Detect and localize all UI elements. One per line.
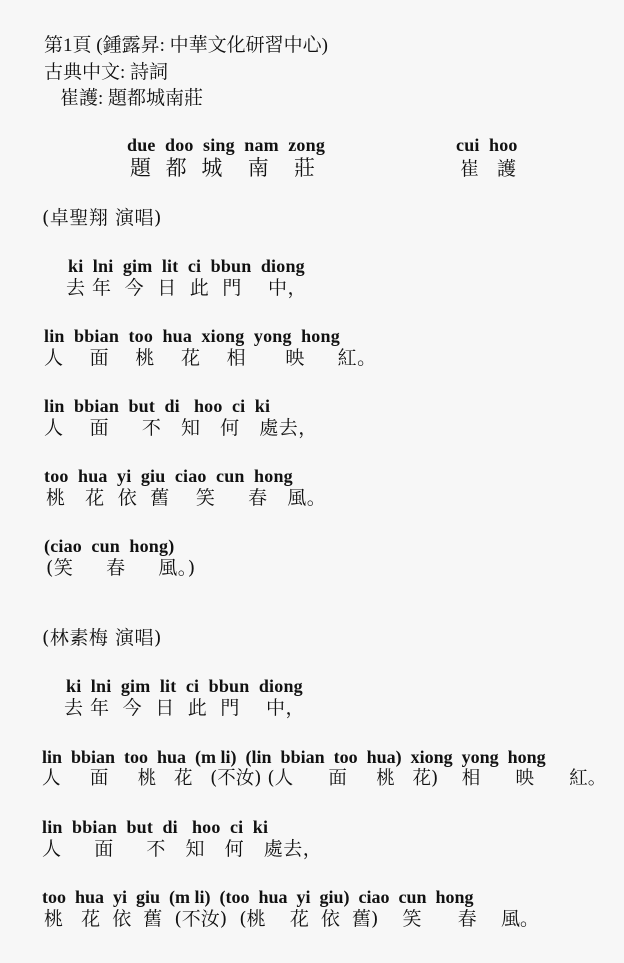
section1-line3-chinese: 人 面 不 知 何 處去， (44, 417, 318, 439)
section2-line4-romanization: too hua yi giu (m li) (too hua yi giu) ciao cun hong (42, 887, 474, 907)
header-line-page: 第1頁 (鍾露昇: 中華文化研習中心) (44, 35, 328, 56)
section2-singer: (林素梅 演唱) (42, 627, 162, 649)
section2-line1-chinese: 去 年 今 日 此 門 中， (64, 697, 306, 719)
section2-line2-chinese: 人 面 桃 花 (不汝) (人 面 桃 花) 相 映 紅。 (42, 768, 607, 789)
section2-line2-romanization: lin bbian too hua (m li) (lin bbian too hua) xiong yong hong (42, 747, 546, 767)
poem-title-chinese: 題 都 城 南 莊 (130, 156, 320, 180)
section1-line5-chinese: (笑 春 風。) (46, 557, 196, 579)
poet-chinese: 崔 護 (460, 158, 523, 180)
poet-romanization: cui hoo (456, 135, 518, 155)
section1-line4-romanization: too hua yi giu ciao cun hong (44, 466, 293, 486)
section1-line4-chinese: 桃 花 依 舊 笑 春 風。 (46, 487, 327, 509)
section1-line2-chinese: 人 面 桃 花 相 映 紅。 (44, 347, 377, 369)
section1-line1-chinese: 去 年 今 日 此 門 中， (66, 277, 308, 299)
header-line-poem: 崔護: 題都城南莊 (60, 88, 204, 109)
section2-line3-romanization: lin bbian but di hoo ci ki (42, 817, 269, 837)
section2-line1-romanization: ki lni gim lit ci bbun diong (66, 676, 303, 696)
section1-line1-romanization: ki lni gim lit ci bbun diong (68, 256, 305, 276)
section2-line4-chinese: 桃 花 依 舊 (不汝) (桃 花 依 舊) 笑 春 風。 (44, 908, 539, 930)
section1-line2-romanization: lin bbian too hua xiong yong hong (44, 326, 340, 346)
header-line-subject: 古典中文: 詩詞 (44, 62, 169, 83)
poem-title-romanization: due doo sing nam zong (127, 135, 326, 155)
section2-line3-chinese: 人 面 不 知 何 處去， (42, 838, 323, 860)
section1-singer: (卓聖翔 演唱) (42, 207, 162, 229)
section1-line5-romanization: (ciao cun hong) (44, 536, 175, 556)
section1-line3-romanization: lin bbian but di hoo ci ki (44, 396, 271, 416)
